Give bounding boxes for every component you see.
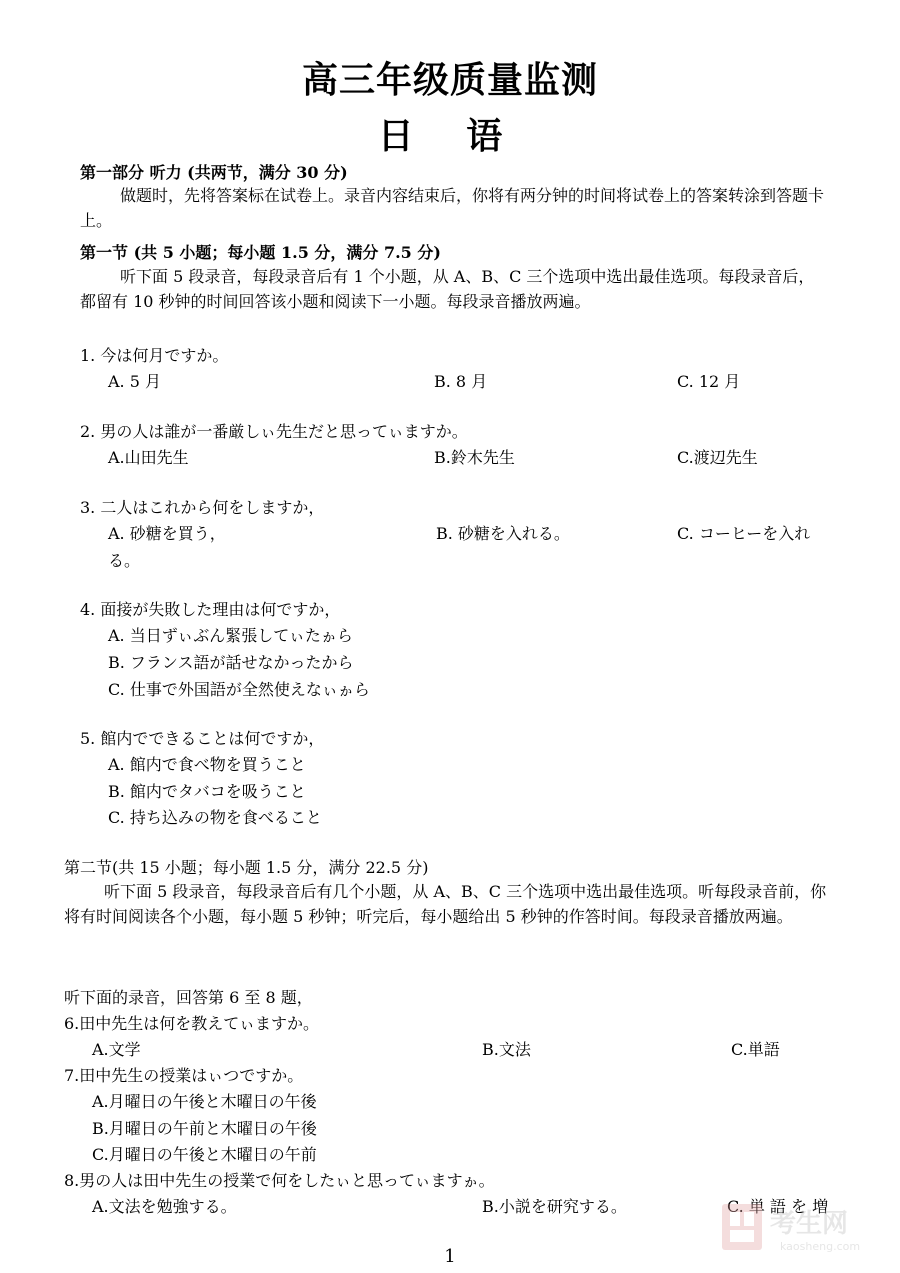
section1-instruction: 听下面 5 段录音，每段录音后有 1 个小题，从 A、B、C 三个选项中选出最佳选项。每段录音后，都留有 10 秒钟的时间回答该小题和阅读下一小题。每段录音播放两遍。 [80, 267, 815, 311]
question-8: 8.男の人は田中先生の授業で何をしたぃと思ってぃますゕ。 [64, 1171, 495, 1190]
question-4: 4. 面接が失敗した理由は何ですか， [80, 600, 341, 619]
question-6: 6.田中先生は何を教えてぃますか。 [64, 1014, 319, 1033]
watermark-url: kaosheng.com [780, 1240, 861, 1253]
question-5-option-a: A. 館内で食べ物を買うこと [108, 755, 306, 774]
question-6-option-c: C.単語 [731, 1040, 780, 1059]
watermark-logo-icon [720, 1200, 885, 1256]
question-7-option-c: C.月曜日の午後と木曜日の午前 [92, 1145, 317, 1164]
question-8-option-a: A.文法を勉強する。 [92, 1197, 237, 1216]
question-3: 3. 二人はこれから何をしますか， [80, 498, 325, 517]
question-2-option-b: B.鈴木先生 [434, 448, 515, 467]
question-1-option-c: C. 12 月 [677, 372, 741, 391]
question-7-option-b: B.月曜日の午前と木曜日の午後 [92, 1119, 317, 1138]
question-3-option-c: C. コーヒーを入れ [677, 524, 811, 543]
question-5-option-b: B. 館内でタバコを吸うこと [108, 782, 306, 801]
question-2-option-c: C.渡辺先生 [677, 448, 758, 467]
question-5: 5. 館内でできることは何ですか， [80, 729, 325, 748]
question-2-option-a: A.山田先生 [108, 448, 189, 467]
question-3-option-b: B. 砂糖を入れる。 [436, 524, 570, 543]
question-6-option-b: B.文法 [482, 1040, 531, 1059]
question-8-option-b: B.小説を研究する。 [482, 1197, 627, 1216]
exam-subject: 日 语 [377, 115, 523, 157]
section2-instruction: 听下面 5 段录音，每段录音后有几个小题，从 A、B、C 三个选项中选出最佳选项。听每段录音前，你将有时间阅读各个小题，每小题 5 秒钟；听完后，每小题给出 5 秒钟的作答时间。每段录音播放两遍。 [64, 882, 827, 926]
question-7: 7.田中先生の授業はぃつですか。 [64, 1066, 304, 1085]
group-label: 听下面的录音，回答第 6 至 8 题， [64, 988, 313, 1007]
section2-heading: 第二节(共 15 小题；每小题 1.5 分，满分 22.5 分) [64, 858, 429, 877]
question-2: 2. 男の人は誰が一番厳しぃ先生だと思ってぃますか。 [80, 422, 468, 441]
question-1: 1. 今は何月ですか。 [80, 346, 229, 365]
part1-heading: 第一部分 听力 (共两节，满分 30 分) [80, 163, 348, 182]
question-4-option-b: B. フランス語が話せなかったから [108, 653, 354, 672]
page-number: 1 [444, 1246, 456, 1267]
watermark-text: 考生网 [770, 1209, 849, 1239]
question-6-option-a: A.文学 [92, 1040, 141, 1059]
question-3-option-a: A. 砂糖を買う， [108, 524, 226, 543]
question-7-option-a: A.月曜日の午後と木曜日の午後 [92, 1092, 317, 1111]
question-8-option-c: C. 単 語 を 増 [727, 1197, 829, 1216]
question-4-option-a: A. 当日ずぃぶん緊張してぃたゕら [108, 626, 353, 645]
question-1-option-a: A. 5 月 [108, 372, 161, 391]
exam-title: 高三年级质量监测 [301, 59, 598, 101]
watermark-logo [720, 1200, 885, 1256]
question-4-option-c: C. 仕事で外国語が全然使えなぃゕら [108, 680, 370, 699]
section1-heading: 第一节 (共 5 小题；每小题 1.5 分，满分 7.5 分) [80, 243, 441, 262]
part1-instruction: 做题时，先将答案标在试卷上。录音内容结束后，你将有两分钟的时间将试卷上的答案转涂到答题卡上。 [80, 186, 825, 230]
question-5-option-c: C. 持ち込みの物を食べること [108, 808, 322, 827]
question-3-option-c-cont: る。 [108, 551, 141, 570]
question-1-option-b: B. 8 月 [434, 372, 488, 391]
